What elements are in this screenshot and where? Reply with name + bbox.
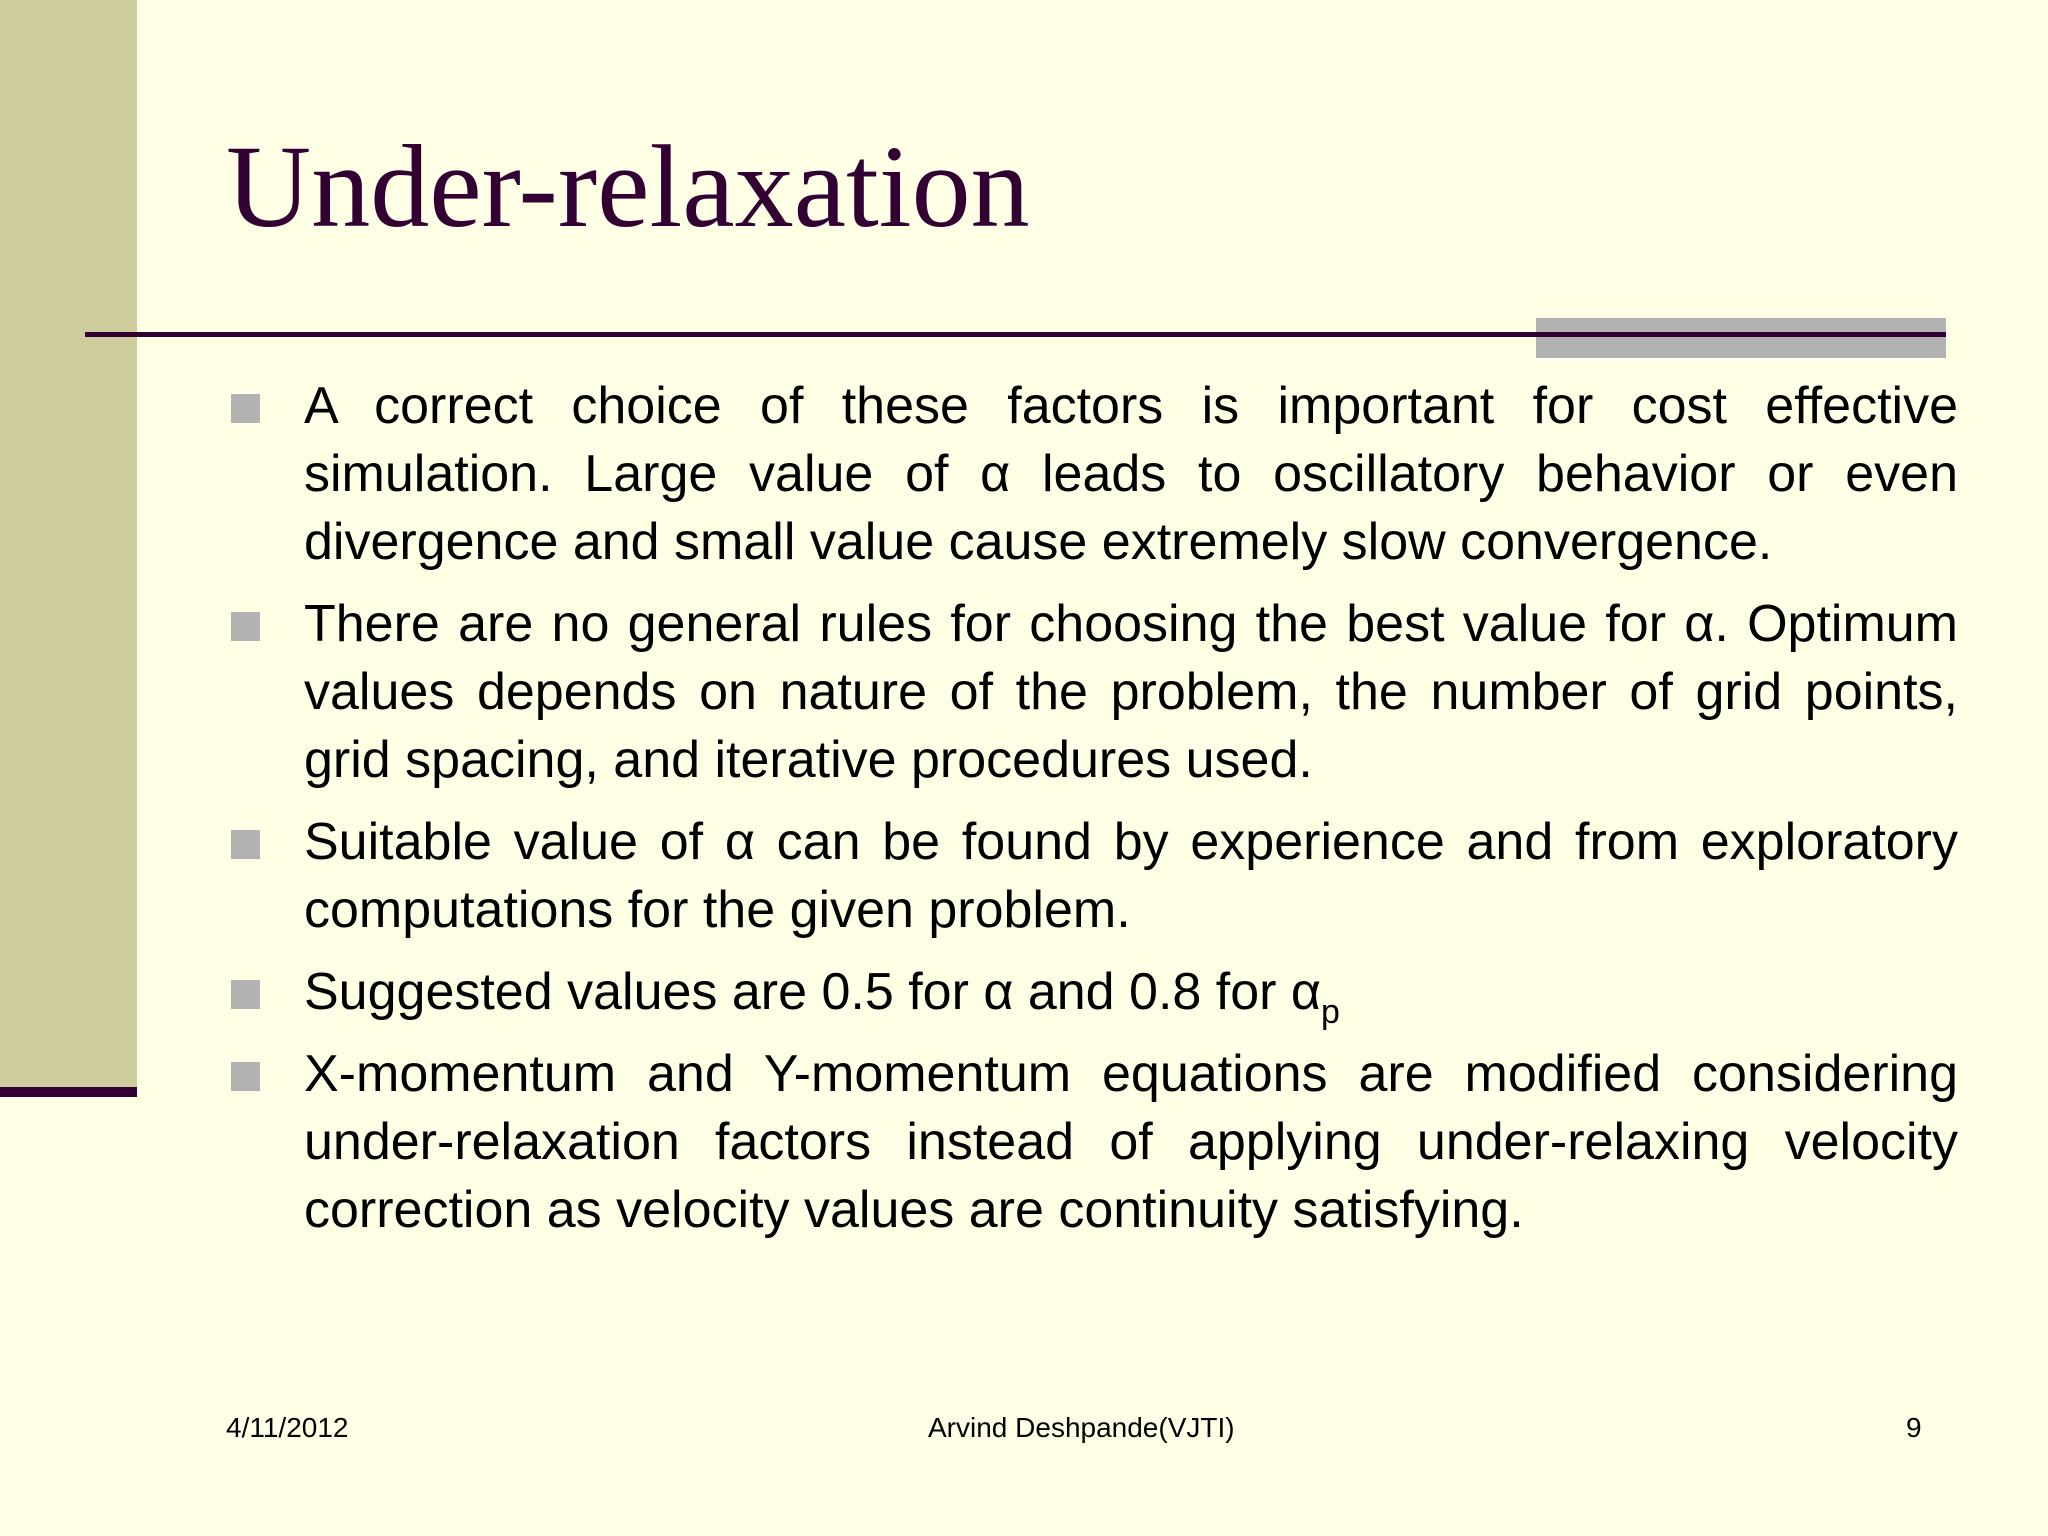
square-bullet-icon [231, 612, 260, 641]
bullet-item [226, 372, 1958, 576]
bullet-item [226, 958, 1958, 1031]
square-bullet-icon [231, 980, 260, 1009]
title-divider-line [85, 332, 1946, 337]
title-accent-bar [1536, 318, 1946, 358]
footer-date: 4/11/2012 [226, 1412, 349, 1443]
bullet-text: A correct choice of these factors is important for cost effective simulation. Large value of α leads to oscillatory behavior or even divergence and small value cause extremely slow convergence. [304, 377, 1958, 571]
square-bullet-icon [231, 394, 260, 423]
footer-author: Arvind Deshpande(VJTI) [928, 1412, 1235, 1443]
bullet-list [226, 372, 1958, 1258]
footer-page-number: 9 [1906, 1412, 1922, 1443]
bullet-item [226, 808, 1958, 944]
bullet-text: There are no general rules for choosing the best value for α. Optimum values depends on nature of the problem, the number of grid points, grid spacing, and iterative procedures used. [304, 595, 1958, 789]
slide-title: Under-relaxation [226, 121, 1030, 252]
square-bullet-icon [231, 1062, 260, 1091]
alpha-subscript: p [1320, 993, 1340, 1031]
bullet-text: Suitable value of α can be found by experience and from exploratory computations for the given problem. [304, 813, 1958, 939]
bullet-text-suggested-values [304, 958, 1958, 1031]
left-band-underline [0, 1087, 137, 1097]
bullet-text-main: Suggested values are 0.5 for α and 0.8 for α [304, 963, 1321, 1021]
square-bullet-icon [231, 830, 260, 859]
bullet-item [226, 590, 1958, 794]
left-decorative-band [0, 0, 137, 1087]
bullet-item [226, 1040, 1958, 1244]
bullet-text: X-momentum and Y-momentum equations are modified considering under-relaxation factors instead of applying under-relaxing velocity correction as velocity values are continuity satisfying. [304, 1045, 1958, 1239]
